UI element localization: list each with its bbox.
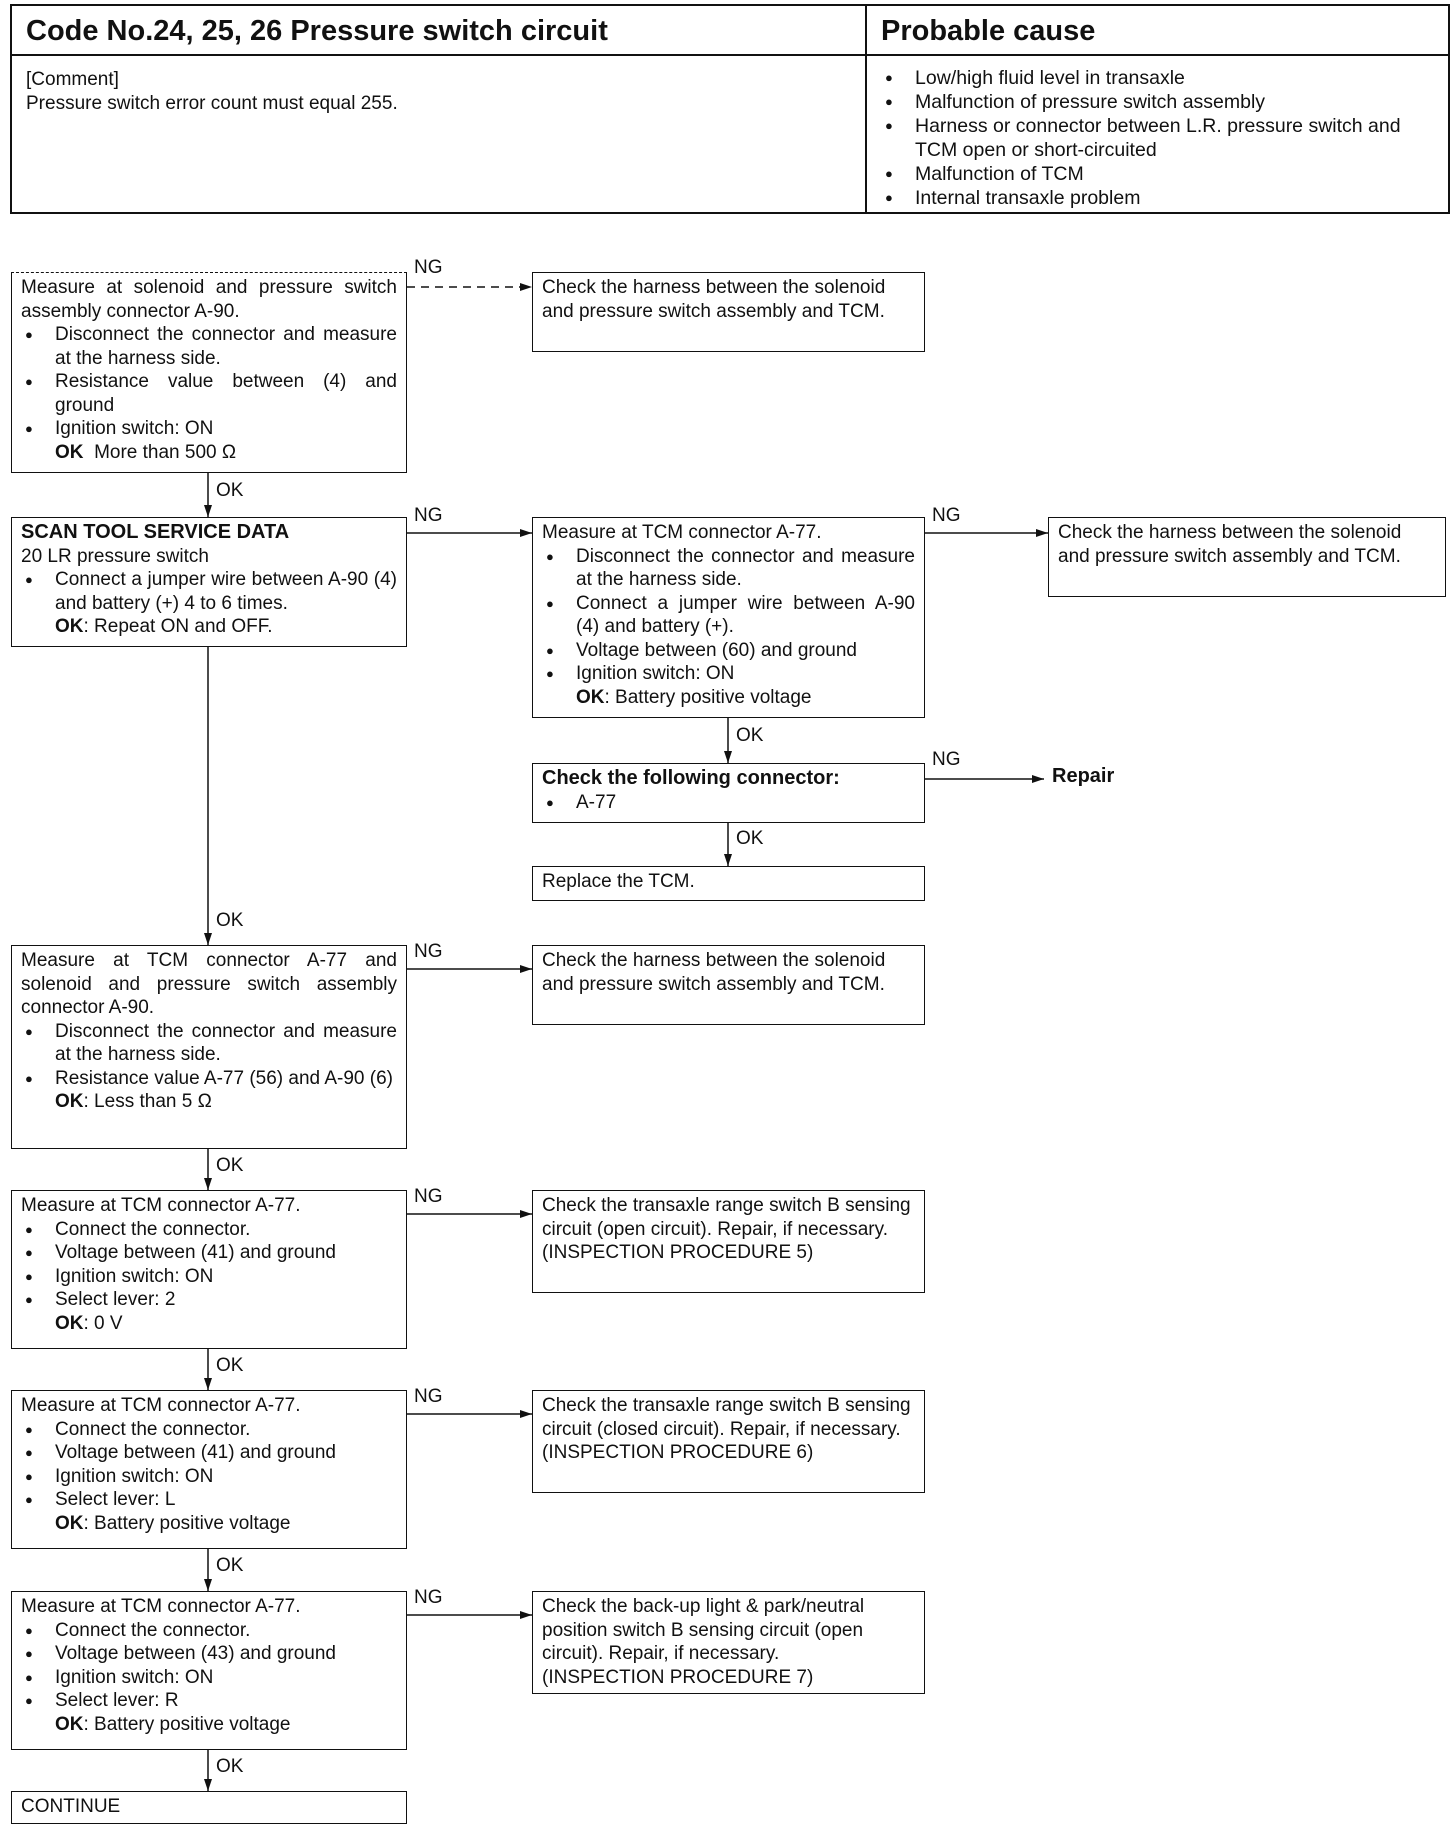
- ng-label: NG: [414, 1186, 443, 1207]
- ok-label: OK: [216, 480, 244, 501]
- comment-text: Pressure switch error count must equal 255.: [26, 93, 398, 114]
- step-title: Measure at TCM connector A-77.: [21, 1596, 301, 1617]
- step-bullet: ● Disconnect the connector and measure at the harness side.: [542, 545, 915, 592]
- step-bullet: ● Connect the connector.: [21, 1218, 397, 1242]
- ok-criterion: OK: Battery positive voltage: [55, 1512, 291, 1534]
- ng-result-range-switch-open: Check the transaxle range switch B sensing circuit (open circuit). Repair, if necessary. (INSPECTION PROCEDURE 5): [532, 1190, 925, 1293]
- ng-label: NG: [414, 1386, 443, 1407]
- ng-label: NG: [932, 749, 961, 770]
- step-bullet: ● Disconnect the connector and measure at the harness side.: [21, 1020, 397, 1067]
- ok-label: OK: [736, 828, 764, 849]
- step-box-a77-a90-resistance: [11, 945, 407, 1149]
- step-box-scan-tool: [11, 517, 407, 647]
- probable-cause-title: Probable cause: [867, 6, 1448, 56]
- ng-result-backup-light-switch: Check the back-up light & park/neutral position switch B sensing circuit (open circuit). Repair, if necessary. (INSPECTION PROCEDURE 7): [532, 1591, 925, 1694]
- ok-criterion: OK: 0 V: [55, 1312, 123, 1334]
- ok-label: OK: [736, 725, 764, 746]
- step-title: SCAN TOOL SERVICE DATA: [21, 521, 290, 543]
- page-title: Code No.24, 25, 26 Pressure switch circuit: [12, 6, 867, 56]
- step-title: Measure at TCM connector A-77.: [21, 1395, 301, 1416]
- step-bullet: ● Connect the connector.: [21, 1418, 397, 1442]
- step-subtitle: 20 LR pressure switch: [21, 545, 209, 567]
- comment-cell: [12, 56, 867, 212]
- step-bullet: ● Voltage between (43) and ground: [21, 1642, 397, 1666]
- ng-label: NG: [414, 505, 443, 526]
- ok-criterion: OK More than 500 Ω: [55, 441, 237, 463]
- ok-label: OK: [216, 1555, 244, 1576]
- ok-label: OK: [216, 1155, 244, 1176]
- step-title: Measure at solenoid and pressure switch assembly connector A-90.: [21, 277, 397, 322]
- ng-result-range-switch-closed: Check the transaxle range switch B sensing circuit (closed circuit). Repair, if necessary. (INSPECTION PROCEDURE 6): [532, 1390, 925, 1493]
- step-bullet: ● Connect a jumper wire between A-90 (4) and battery (+).: [542, 592, 915, 639]
- step-bullet: ● Connect a jumper wire between A-90 (4) and battery (+) 4 to 6 times.: [21, 568, 397, 615]
- step-bullet: ● Ignition switch: ON: [21, 1666, 397, 1690]
- ng-label: NG: [932, 505, 961, 526]
- ok-criterion: OK: Repeat ON and OFF.: [55, 616, 273, 637]
- ok-label: OK: [216, 910, 244, 931]
- ng-result-harness-check-3: Check the harness between the solenoid and pressure switch assembly and TCM.: [532, 945, 925, 1025]
- header-table: [10, 4, 1450, 214]
- ng-label: NG: [414, 1587, 443, 1608]
- step-bullet: ● Disconnect the connector and measure at the harness side.: [21, 323, 397, 370]
- step-box-a90-resistance: [11, 272, 407, 473]
- step-title: Measure at TCM connector A-77.: [542, 522, 822, 543]
- cause-item: ● Malfunction of pressure switch assembly: [881, 90, 1434, 114]
- ok-label: OK: [216, 1756, 244, 1777]
- cause-item: ● Low/high fluid level in transaxle: [881, 66, 1434, 90]
- step-bullet: ● Ignition switch: ON: [21, 417, 397, 441]
- step-box-voltage-41-lever-l: [11, 1390, 407, 1549]
- ok-criterion: OK: Battery positive voltage: [576, 686, 812, 708]
- step-title: Measure at TCM connector A-77 and solenoid and pressure switch assembly connector A-90.: [21, 950, 397, 1018]
- step-bullet: ● Ignition switch: ON: [542, 662, 915, 686]
- cause-item: ● Malfunction of TCM: [881, 162, 1434, 186]
- step-bullet: ● A-77: [542, 791, 915, 815]
- step-bullet: ● Connect the connector.: [21, 1619, 397, 1643]
- step-title: Measure at TCM connector A-77.: [21, 1195, 301, 1216]
- ok-criterion: OK: Less than 5 Ω: [55, 1091, 212, 1112]
- step-bullet: ● Ignition switch: ON: [21, 1265, 397, 1289]
- step-bullet: ● Resistance value between (4) and ground: [21, 370, 397, 417]
- step-bullet: ● Select lever: R: [21, 1689, 397, 1713]
- cause-item: ● Internal transaxle problem: [881, 186, 1434, 210]
- step-box-voltage-41-lever-2: [11, 1190, 407, 1349]
- cause-item: ● Harness or connector between L.R. pressure switch and TCM open or short-circuited: [881, 114, 1434, 162]
- repair-label: Repair: [1052, 765, 1115, 787]
- continue-box: CONTINUE: [11, 1791, 407, 1824]
- step-bullet: ● Ignition switch: ON: [21, 1465, 397, 1489]
- step-bullet: ● Resistance value A-77 (56) and A-90 (6): [21, 1067, 397, 1091]
- step-box-a77-voltage: [532, 517, 925, 718]
- ng-label: NG: [414, 257, 443, 278]
- ng-label: NG: [414, 941, 443, 962]
- step-bullet: ● Select lever: L: [21, 1488, 397, 1512]
- step-bullet: ● Voltage between (41) and ground: [21, 1441, 397, 1465]
- ok-label: OK: [216, 1355, 244, 1376]
- comment-label: [Comment]: [26, 69, 119, 90]
- ok-criterion: OK: Battery positive voltage: [55, 1713, 291, 1735]
- step-box-voltage-43-lever-r: [11, 1591, 407, 1750]
- probable-cause-list: [881, 66, 1434, 210]
- step-bullet: ● Voltage between (60) and ground: [542, 639, 915, 663]
- ng-result-harness-check-1: Check the harness between the solenoid and pressure switch assembly and TCM.: [532, 272, 925, 352]
- ng-result-harness-check-2: Check the harness between the solenoid and pressure switch assembly and TCM.: [1048, 517, 1446, 597]
- step-box-replace-tcm: Replace the TCM.: [532, 866, 925, 901]
- step-bullet: ● Voltage between (41) and ground: [21, 1241, 397, 1265]
- step-title: Check the following connector:: [542, 767, 840, 789]
- step-bullet: ● Select lever: 2: [21, 1288, 397, 1312]
- probable-cause-cell: [867, 56, 1448, 212]
- step-box-check-connector: [532, 763, 925, 823]
